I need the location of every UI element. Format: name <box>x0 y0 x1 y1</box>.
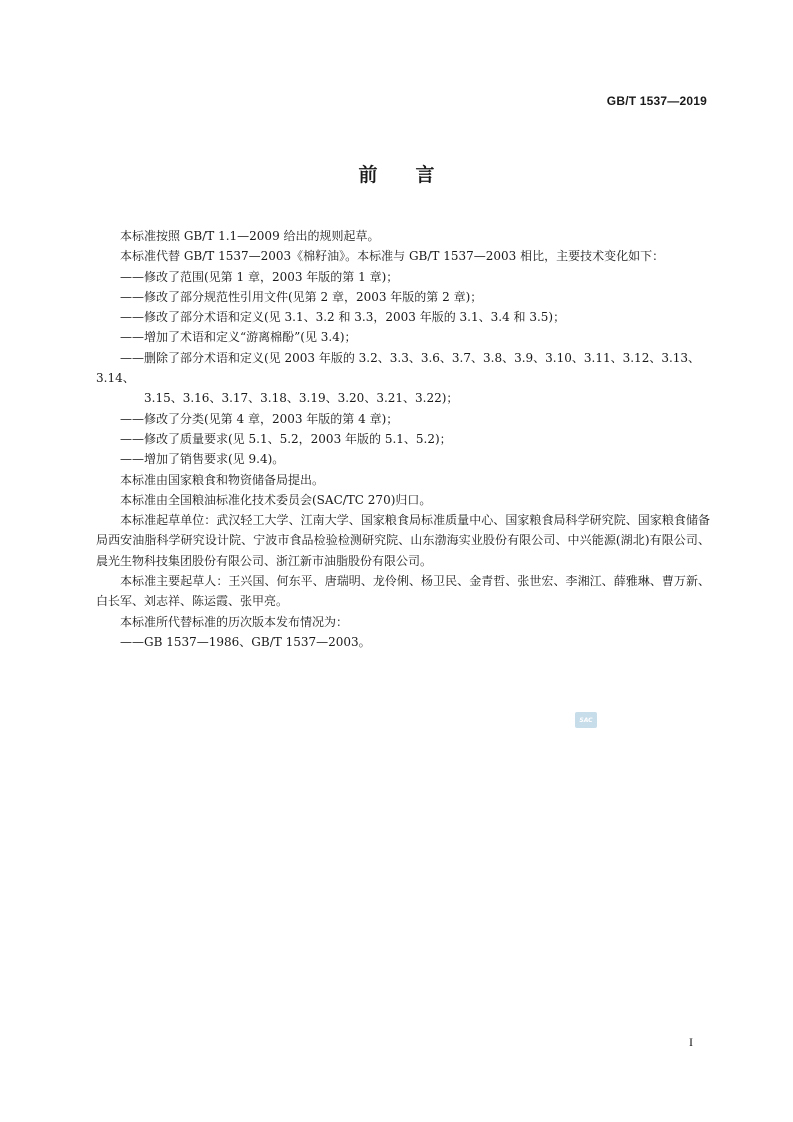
paragraph-drafting-rules: 本标准按照 GB/T 1.1—2009 给出的规则起草。 <box>120 229 380 243</box>
change-item: ——修改了分类(见第 4 章，2003 年版的第 4 章)； <box>120 411 399 426</box>
standard-number: GB/T 1537—2019 <box>606 94 707 108</box>
paragraph-drafters: 本标准主要起草人：王兴国、何东平、唐瑞明、龙伶俐、杨卫民、金青哲、张世宏、李湘江、薛雅琳、曹万新、白长军、刘志祥、陈运霞、张甲亮。 <box>96 574 710 609</box>
paragraph-history-intro: 本标准所代替标准的历次版本发布情况为： <box>120 614 349 629</box>
paragraph-committee: 本标准由全国粮油标准化技术委员会(SAC/TC 270)归口。 <box>120 492 432 507</box>
change-item: ——修改了部分规范性引用文件(见第 2 章，2003 年版的第 2 章)； <box>120 289 483 304</box>
document-body <box>96 226 710 652</box>
page-title: 前言 <box>358 164 473 186</box>
change-item: ——增加了术语和定义“游离棉酚”(见 3.4)； <box>120 330 357 345</box>
change-item: ——删除了部分术语和定义(见 2003 年版的 3.2、3.3、3.6、3.7、3.8、3.9、3.10、3.11、3.12、3.13、3.14、 <box>96 350 701 386</box>
paragraph-replacement: 本标准代替 GB/T 1537—2003《棉籽油》。本标准与 GB/T 1537—2003 相比，主要技术变化如下： <box>120 249 665 264</box>
change-item: ——修改了部分术语和定义(见 3.1、3.2 和 3.3，2003 年版的 3.1、3.4 和 3.5)； <box>120 310 566 325</box>
sac-watermark-logo: SAC <box>575 712 597 728</box>
change-item: ——增加了销售要求(见 9.4)。 <box>120 452 285 467</box>
paragraph-drafting-units: 本标准起草单位：武汉轻工大学、江南大学、国家粮食局标准质量中心、国家粮食局科学研究院、国家粮食储备局西安油脂科学研究设计院、宁波市食品检验检测研究院、山东渤海实业股份有限公司、中兴能源(湖北)有限公司、晨光生物科技集团股份有限公司、浙江新市油脂股份有限公司。 <box>96 513 710 568</box>
change-item: ——修改了质量要求(见 5.1、5.2，2003 年版的 5.1、5.2)； <box>120 431 452 446</box>
paragraph-proposer: 本标准由国家粮食和物资储备局提出。 <box>120 472 325 487</box>
change-item: ——修改了范围(见第 1 章，2003 年版的第 1 章)； <box>120 269 399 284</box>
change-item-continued: 3.15、3.16、3.17、3.18、3.19、3.20、3.21、3.22)； <box>144 391 459 406</box>
page-number: I <box>689 1035 693 1049</box>
history-item: ——GB 1537—1986、GB/T 1537—2003。 <box>120 634 371 649</box>
